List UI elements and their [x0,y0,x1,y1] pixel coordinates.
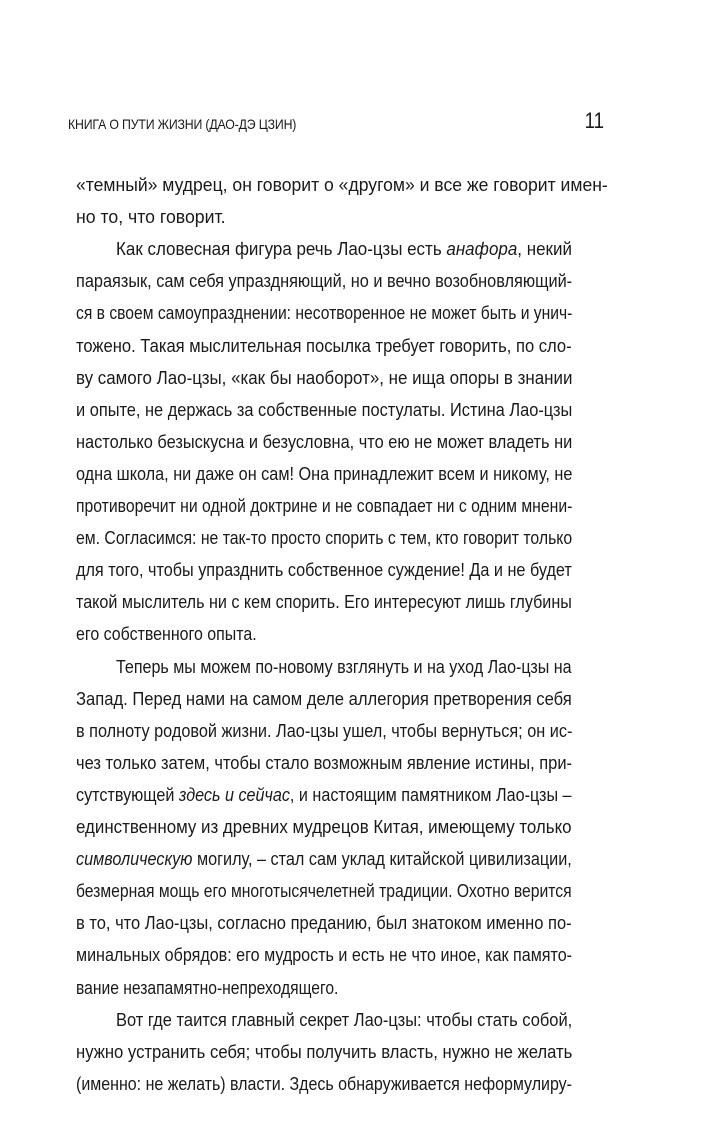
text-run: ем. Согласимся: не так-то просто спорить с тем, кто говорит только [76,527,573,549]
italic-term: здесь и сейчас [178,783,290,805]
text-line [76,1036,572,1068]
text-run: в то, что Лао-цзы, согласно преданию, был знатоком именно по- [76,912,572,934]
text-run: для того, чтобы упразднить собственное суждение! Да и не будет [76,559,572,581]
text-line [76,201,226,233]
text-line [76,1068,572,1100]
text-line [76,426,572,458]
text-line [76,586,572,618]
text-line [116,1004,572,1036]
text-run: Запад. Перед нами на самом деле аллегория претворения себя [76,687,572,709]
text-line [76,554,572,586]
page-number: 11 [584,108,604,133]
italic-term: символическую [76,848,193,870]
text-run: могилу, – стал сам уклад китайской цивилизации, [192,848,572,870]
text-run: , некий [517,238,572,260]
text-run: и опыте, не держась за собственные постулаты. Истина Лао-цзы [76,398,573,420]
text-run: чез только затем, чтобы стало возможным явление истины, при- [76,751,573,773]
text-line [76,458,572,490]
text-line [76,715,572,747]
text-line [76,747,572,779]
text-run: вание незапамятно-непреходящего. [76,976,339,998]
text-run: Теперь мы можем по-новому взглянуть и на уход Лао-цзы на [116,655,572,677]
text-line [76,169,608,201]
italic-term: анафора [446,238,518,260]
text-run: одна школа, ни даже он сам! Она принадлежит всем и никому, не [76,462,573,484]
text-run: параязык, сам себя упраздняющий, но и вечно возобновляющий- [76,270,573,292]
text-run: в полноту родовой жизни. Лао-цзы ушел, чтобы вернуться; он ис- [76,719,573,741]
text-line [76,875,572,907]
text-line [76,683,572,715]
text-line [76,522,572,554]
text-line [76,362,572,394]
text-run: противоречит ни одной доктрине и не совпадает ни с одним мнени- [76,495,573,516]
text-run: Вот где таится главный секрет Лао-цзы: чтобы стать собой, [116,1008,573,1030]
text-run: единственному из древних мудрецов Китая, имеющему только [76,816,572,837]
text-line [76,490,572,522]
text-line [76,618,257,650]
text-run: нужно устранить себя; чтобы получить власть, нужно не желать [76,1040,573,1062]
text-line [76,972,338,1004]
text-run: (именно: не желать) власти. Здесь обнаруживается неформулиру- [76,1072,572,1094]
text-run: ву самого Лао-цзы, «как бы наоборот», не ища опоры в знании [76,366,573,388]
text-line [76,297,572,329]
text-run: его собственного опыта. [76,623,257,645]
text-run: но то, что говорит. [76,206,226,228]
text-line [76,939,572,971]
text-run: такой мыслитель ни с кем спорить. Его интересуют лишь глубины [76,591,572,613]
text-line [116,651,572,683]
text-line [76,811,572,843]
text-line [116,233,572,265]
text-run: настолько безыскусна и безусловна, что ею не может владеть ни [76,430,573,452]
text-line [76,843,572,875]
text-run: сутствующей [76,783,179,805]
text-line [76,265,572,297]
text-run: минальных обрядов: его мудрость и есть не что иное, как памято- [76,944,573,966]
text-line [76,394,572,426]
text-run: безмерная мощь его многотысячелетней традиции. Охотно верится [76,880,572,902]
text-run: , и настоящим памятником Лао-цзы – [289,783,572,805]
text-run: «темный» мудрец, он говорит о «другом» и все же говорит имен- [76,174,608,195]
running-head: КНИГА О ПУТИ ЖИЗНИ (ДАО-ДЭ ЦЗИН) [68,116,297,132]
text-run: тожено. Такая мыслительная посылка требует говорить, по сло- [76,334,572,356]
text-line [76,907,572,939]
text-run: Как словесная фигура речь Лао-цзы есть [116,238,447,260]
text-run: ся в своем самоупразднении: несотворенное не может быть и унич- [76,302,573,324]
text-line [76,779,572,811]
text-line [76,330,572,362]
